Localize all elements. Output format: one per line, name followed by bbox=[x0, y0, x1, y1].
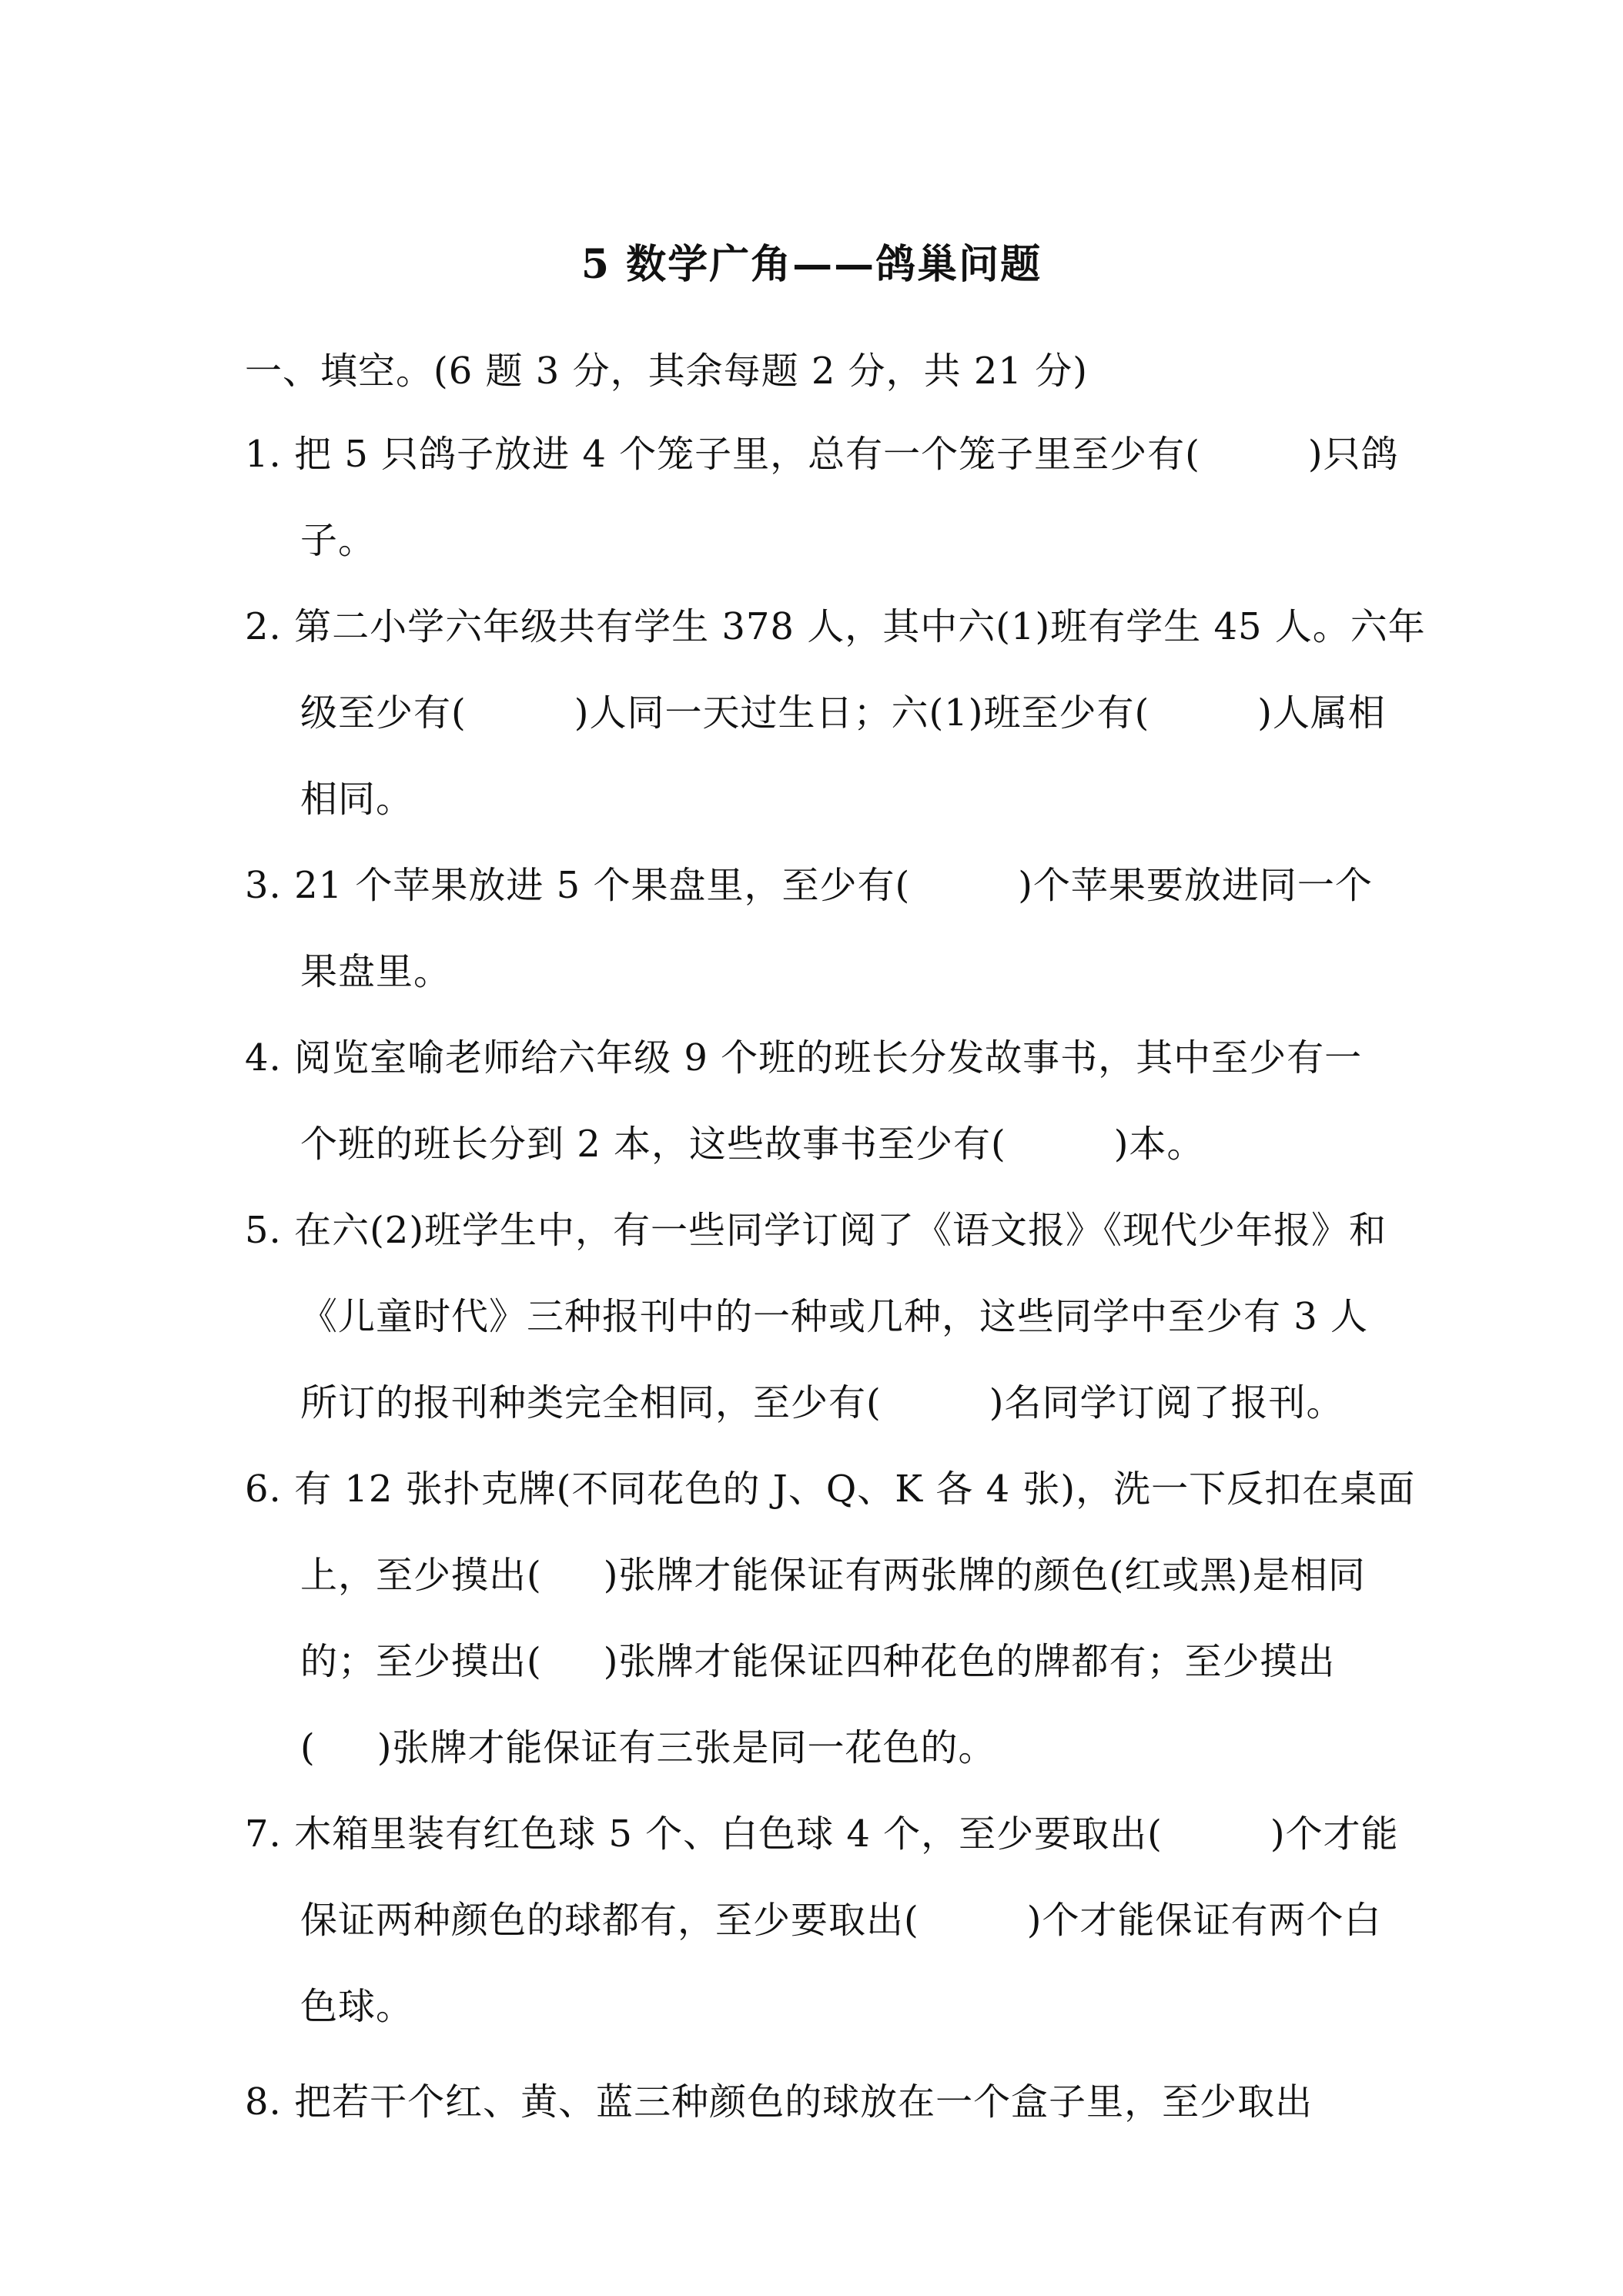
question-number: 4. bbox=[245, 1036, 282, 1079]
question-2-line-1: 2. 第二小学六年级共有学生 378 人，其中六(1)班有学生 45 人。六年 bbox=[245, 605, 1426, 648]
question-3-line-1: 3. 21 个苹果放进 5 个果盘里，至少有( )个苹果要放进同一个 bbox=[245, 864, 1373, 907]
question-number: 6. bbox=[245, 1468, 282, 1511]
question-number: 2. bbox=[245, 605, 282, 648]
question-5-line-3: 所订的报刊种类完全相同，至少有( )名同学订阅了报刊。 bbox=[300, 1381, 1344, 1424]
question-4-line-2: 个班的班长分到 2 本，这些故事书至少有( )本。 bbox=[300, 1123, 1205, 1166]
question-1-line-1: 1. 把 5 只鸽子放进 4 个笼子里，总有一个笼子里至少有( )只鸽 bbox=[245, 433, 1399, 476]
question-5-line-1: 5. 在六(2)班学生中，有一些同学订阅了《语文报》《现代少年报》和 bbox=[245, 1209, 1387, 1252]
page-title: 5 数学广角——鸽巢问题 bbox=[581, 241, 1042, 288]
question-7-line-1: 7. 木箱里装有红色球 5 个、白色球 4 个，至少要取出( )个才能 bbox=[245, 1812, 1399, 1856]
question-6-line-4: ( )张牌才能保证有三张是同一花色的。 bbox=[300, 1726, 996, 1769]
question-number: 1. bbox=[245, 433, 282, 476]
question-6-line-2: 上，至少摸出( )张牌才能保证有两张牌的颜色(红或黑)是相同 bbox=[300, 1554, 1366, 1597]
question-7-line-3: 色球。 bbox=[300, 1985, 414, 2028]
question-3-line-2: 果盘里。 bbox=[300, 950, 452, 993]
question-number: 3. bbox=[245, 864, 282, 907]
question-number: 5. bbox=[245, 1209, 282, 1252]
question-6-line-3: 的；至少摸出( )张牌才能保证四种花色的牌都有；至少摸出 bbox=[300, 1640, 1336, 1683]
question-1-line-2: 子。 bbox=[300, 519, 376, 562]
question-number: 8. bbox=[245, 2080, 282, 2124]
question-7-line-2: 保证两种颜色的球都有，至少要取出( )个才能保证有两个白 bbox=[300, 1899, 1382, 1942]
question-number: 7. bbox=[245, 1812, 282, 1856]
question-2-line-2: 级至少有( )人同一天过生日；六(1)班至少有( )人属相 bbox=[300, 691, 1386, 735]
question-2-line-3: 相同。 bbox=[300, 778, 414, 821]
question-4-line-1: 4. 阅览室喻老师给六年级 9 个班的班长分发故事书，其中至少有一 bbox=[245, 1036, 1363, 1079]
section-heading: 一、填空。(6 题 3 分，其余每题 2 分，共 21 分) bbox=[245, 350, 1088, 393]
question-5-line-2: 《儿童时代》三种报刊中的一种或几种，这些同学中至少有 3 人 bbox=[300, 1295, 1369, 1338]
question-6-line-1: 6. 有 12 张扑克牌(不同花色的 J、Q、K 各 4 张)，洗一下反扣在桌面 bbox=[245, 1468, 1416, 1511]
question-8-line-1: 8. 把若干个红、黄、蓝三种颜色的球放在一个盒子里，至少取出 bbox=[245, 2080, 1313, 2124]
